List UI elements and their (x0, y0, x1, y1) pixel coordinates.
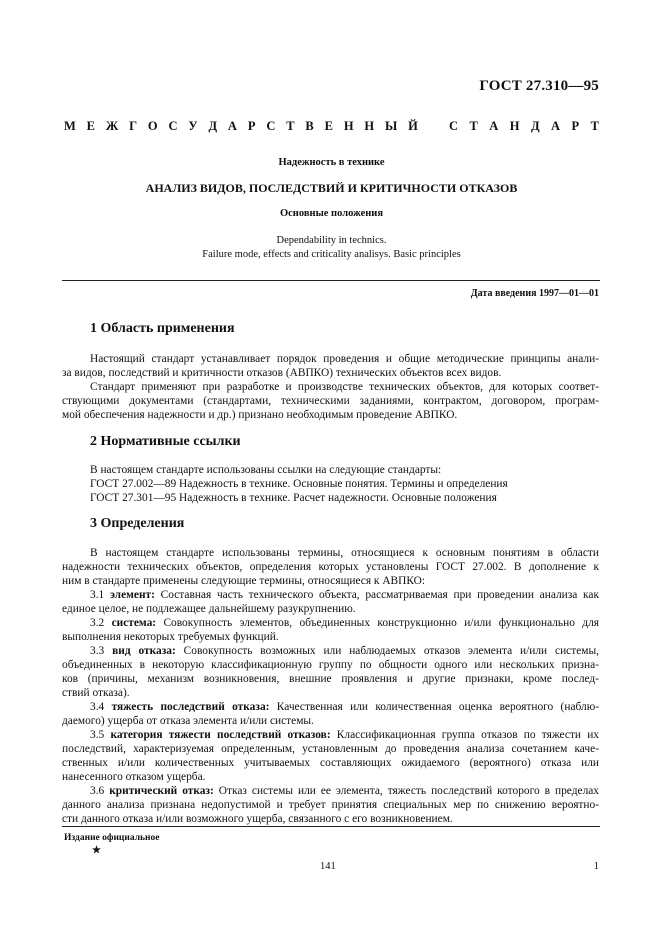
document-subtitle: Надежность в технике (278, 157, 385, 168)
banner-letter: Д (530, 119, 540, 133)
definition-text: Совокупность элементов, объединенных конструкционно и/или функционально для (156, 617, 599, 629)
text-line: Настоящий стандарт устанавливает порядок проведения и общие методические принципы анали- (90, 353, 599, 365)
text-line: единое целое, не подлежащее дальнейшему разукрупнению. (62, 603, 356, 615)
text-line: за видов, последствий и критичности отказов (АВПКО) технических объектов всех видов. (62, 367, 502, 379)
text-line: мой обеспечения надежности и др.) признано необходимым проведение АВПКО. (62, 409, 458, 421)
banner-word-interstate (64, 119, 418, 134)
banner-letter: Д (208, 119, 218, 133)
banner-letter: С (266, 119, 276, 133)
definition-first-line (90, 784, 599, 798)
banner-letter: Ж (105, 119, 119, 133)
official-edition-label: Издание официальное (64, 833, 160, 843)
definition-number: 3.6 (90, 785, 110, 797)
definition-text: Совокупность возможных или наблюдаемых отказов элемента и/или системы, (175, 645, 599, 657)
definition-3-4 (62, 700, 599, 728)
banner-letter: Н (343, 119, 354, 133)
definition-term: тяжесть последствий отказа: (111, 701, 270, 713)
text-line: ствий отказа). (62, 687, 130, 699)
definition-3-2 (62, 616, 599, 644)
definition-number: 3.2 (90, 617, 112, 629)
banner-letter: Р (571, 119, 580, 133)
section-3-intro (62, 546, 599, 588)
definition-number: 3.4 (90, 701, 112, 713)
definition-text: Составная часть технического объекта, рассматриваемая при проведении анализа как (154, 589, 599, 601)
section-2-references (90, 463, 599, 505)
text-line: В настоящем стандарте использованы термины, относящиеся к основным понятиям в области (90, 547, 599, 559)
banner-letter: Е (86, 119, 96, 133)
banner-letter: У (188, 119, 198, 133)
section-1-heading: 1 Область применения (90, 321, 235, 336)
definition-term: вид отказа: (112, 645, 176, 657)
english-title-line-2: Failure mode, effects and criticality analisys. Basic principles (202, 249, 461, 260)
document-subtitle-basic: Основные положения (279, 208, 384, 219)
definition-first-line (90, 728, 599, 742)
banner-letter: Г (129, 119, 138, 133)
banner-letter: М (64, 119, 76, 133)
banner-letter: Й (408, 119, 418, 133)
banner-letter: Т (590, 119, 599, 133)
definition-number: 3.1 (90, 589, 110, 601)
banner-letter: Н (364, 119, 375, 133)
section-2-heading: 2 Нормативные ссылки (90, 434, 241, 449)
text-line: ственных и/или количественных учитываемых составляющих ожидаемого (вероятного) отказа или (62, 757, 599, 769)
banner-letter: О (147, 119, 158, 133)
definition-term: элемент: (109, 589, 155, 601)
definition-number: 3.5 (90, 729, 111, 741)
text-line: сти данного отказа и/или возможного ущерба, связанного с его возникновением. (62, 813, 453, 825)
introduction-date: Дата введения 1997—01—01 (470, 288, 599, 299)
reference-line: В настоящем стандарте использованы ссылки на следующие стандарты: (90, 464, 442, 476)
definition-text: Отказ системы или ее элемента, тяжесть последствий которого в пределах (213, 785, 599, 797)
definition-3-3 (62, 644, 599, 700)
definition-term: критический отказ: (109, 785, 214, 797)
text-line: Стандарт применяют при разработке и производстве технических объектов, для которых соответ- (90, 381, 599, 393)
banner-letter: В (305, 119, 314, 133)
text-line: даемого) ущерба от отказа элемента и/или системы. (62, 715, 314, 727)
text-line: объединенных в некоторую классификационную группу по общности одного или нескольких призна- (62, 659, 599, 671)
text-line: ствующими документами (стандартами, техническими заданиями, контрактом, договором, програм- (62, 395, 599, 407)
definition-3-5 (62, 728, 599, 784)
banner-letter: Н (509, 119, 520, 133)
definition-first-line (90, 644, 599, 658)
banner-letter: А (489, 119, 499, 133)
english-title-line-1: Dependability in technics. (276, 235, 387, 246)
definition-text: Качественная или количественная оценка вероятного (наблю- (269, 701, 599, 713)
section-1-paragraph-1 (62, 352, 599, 380)
text-line: выполнения некоторых требуемых функций. (62, 631, 279, 643)
banner-letter: С (449, 119, 459, 133)
section-1-paragraph-2 (62, 380, 599, 422)
text-line: надежности технических объектов, определения которых установлены ГОСТ 27.002. В дополнение к (62, 561, 599, 573)
definition-first-line (90, 588, 599, 602)
gost-number: ГОСТ 27.310—95 (479, 78, 599, 94)
divider-bottom (62, 826, 600, 827)
text-line: ков (причины, механизм возникновения, внешние проявления и другие признаки, кроме послед- (62, 673, 599, 685)
standard-banner (64, 119, 599, 134)
definition-first-line (90, 616, 599, 630)
definition-number: 3.3 (90, 645, 113, 657)
divider-top (62, 280, 600, 281)
banner-letter: Р (247, 119, 256, 133)
banner-letter: А (227, 119, 237, 133)
banner-letter: Е (324, 119, 333, 133)
text-line: последствий, характеризуемая определенным, установленным до проведения анализа сочетанием каче- (62, 743, 599, 755)
banner-letter: Т (469, 119, 478, 133)
banner-word-standard (449, 119, 599, 134)
banner-letter: С (168, 119, 178, 133)
definition-term: категория тяжести последствий отказов: (110, 729, 331, 741)
reference-line: ГОСТ 27.301—95 Надежность в технике. Расчет надежности. Основные положения (90, 492, 497, 504)
definition-text: Классификационная группа отказов по тяжести их (330, 729, 599, 741)
english-title (64, 234, 599, 262)
text-line: данного анализа признана недопустимой и требует принятия специальных мер по снижению вероятно- (62, 799, 599, 811)
definition-term: система: (111, 617, 157, 629)
document-title: АНАЛИЗ ВИДОВ, ПОСЛЕДСТВИЙ И КРИТИЧНОСТИ ОТКАЗОВ (145, 181, 518, 195)
section-3-heading: 3 Определения (90, 516, 185, 531)
text-line: нанесенного отказом ущерба. (62, 771, 206, 783)
banner-letter: Ы (385, 119, 398, 133)
definition-3-1 (62, 588, 599, 616)
text-line: ним в стандарте применены следующие термины, относящиеся к АВПКО: (62, 575, 426, 587)
banner-letter: Т (286, 119, 295, 133)
page-number-center: 141 (320, 861, 336, 872)
definition-first-line (90, 700, 599, 714)
reference-line: ГОСТ 27.002—89 Надежность в технике. Основные понятия. Термины и определения (90, 478, 508, 490)
banner-letter: А (551, 119, 561, 133)
star-icon: ★ (92, 845, 101, 856)
definition-3-6 (62, 784, 599, 826)
page-number-right: 1 (593, 861, 599, 872)
